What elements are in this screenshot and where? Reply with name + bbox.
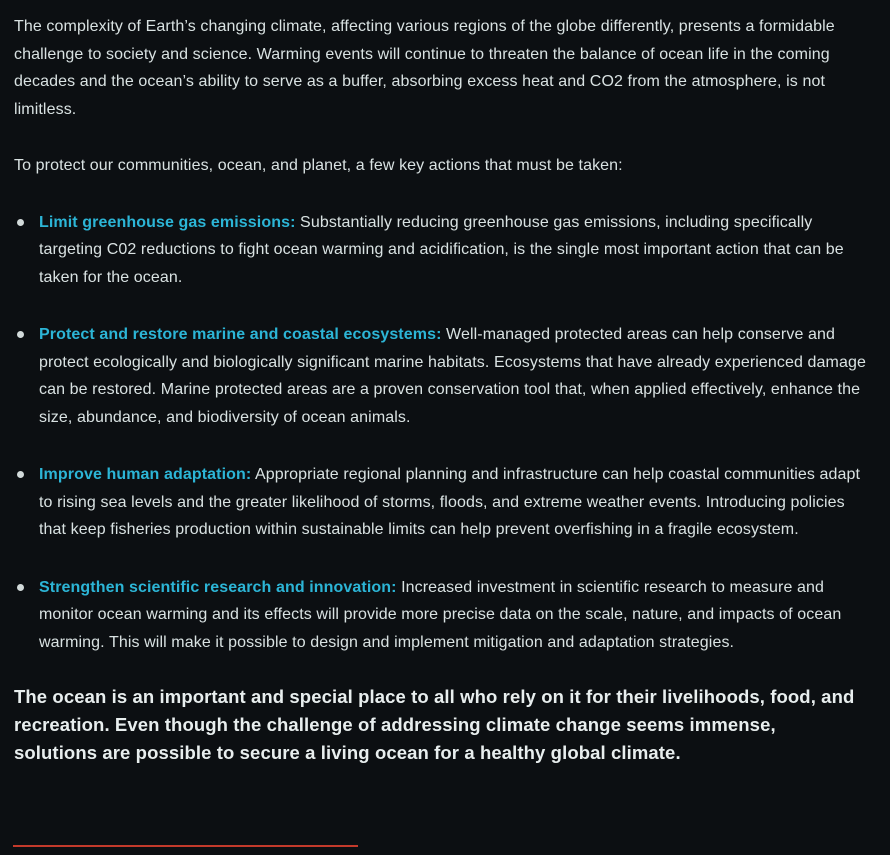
action-text: Increased investment in scientific research to measure and monitor ocean warming and its effects will provide more precise data on the scale, nature, and impacts of ocean warming. This will make it possible to design and implement mitigation and adaptation strategies. <box>39 578 842 651</box>
action-text: Appropriate regional planning and infrastructure can help coastal communities adapt to rising sea levels and the greater likelihood of storms, floods, and extreme weather events. Introducing policies that keep fisheries production within sustainable limits can help prevent overfishing in a fragile ecosystem. <box>39 466 861 538</box>
action-label: Protect and restore marine and coastal ecosystems: <box>39 326 442 343</box>
bullet-icon <box>17 331 24 338</box>
bullet-icon <box>17 584 24 591</box>
action-text: Substantially reducing greenhouse gas emissions, including specifically targeting C02 reductions to fight ocean warming and acidification, is the single most important action that can be taken for the ocean. <box>39 213 844 286</box>
list-item <box>14 461 876 544</box>
actions-lead-paragraph: To protect our communities, ocean, and planet, a few key actions that must be taken: <box>14 157 623 174</box>
bullet-icon <box>17 219 24 226</box>
intro-paragraph: The complexity of Earth’s changing climate, affecting various regions of the globe differently, presents a formidable challenge to society and science. Warming events will continue to threaten the balance of ocean life in the coming decades and the ocean’s ability to serve as a buffer, absorbing excess heat and CO2 from the atmosphere, is not limitless. <box>14 18 835 118</box>
divider-rule <box>13 845 358 847</box>
closing-paragraph: The ocean is an important and special place to all who rely on it for their livelihoods, food, and recreation. Even though the challenge of addressing climate change seems immense, solutions are possible to secure a living ocean for a healthy global climate. <box>14 686 855 763</box>
action-label: Strengthen scientific research and innovation: <box>39 578 397 596</box>
list-item <box>14 321 876 431</box>
key-actions-list <box>14 209 876 657</box>
action-label: Improve human adaptation: <box>39 466 252 483</box>
action-label: Limit greenhouse gas emissions: <box>39 213 296 231</box>
action-text: Well-managed protected areas can help conserve and protect ecologically and biologically significant marine habitats. Ecosystems that have already experienced damage can be restored. Marine protected areas are a proven conservation tool that, when applied effectively, enhance the size, abundance, and biodiversity of ocean animals. <box>39 326 866 426</box>
list-item <box>14 574 876 657</box>
bullet-icon <box>17 471 24 478</box>
list-item <box>14 209 876 292</box>
